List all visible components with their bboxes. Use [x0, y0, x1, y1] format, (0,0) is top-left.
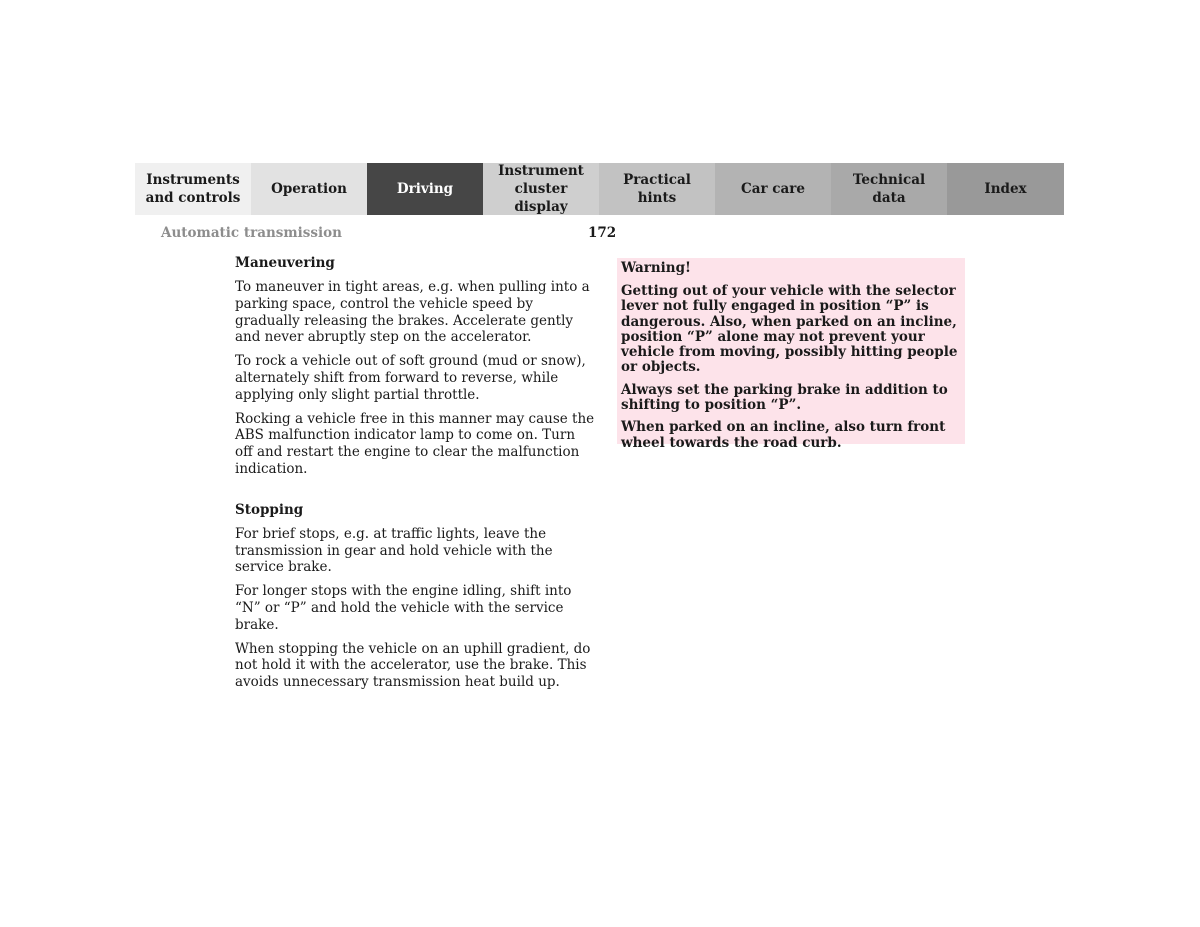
warning-paragraph: When parked on an incline, also turn front wheel towards the road curb.	[621, 419, 946, 451]
tab-technical-data[interactable]: Technical data	[831, 163, 947, 215]
warning-box	[617, 258, 965, 451]
main-text-column	[235, 255, 595, 698]
tab-instruments-and-controls[interactable]: Instruments and controls	[135, 163, 251, 215]
tab-operation[interactable]: Operation	[251, 163, 367, 215]
chapter-tab-bar	[135, 163, 1064, 215]
tab-index[interactable]: Index	[947, 163, 1064, 215]
page-number: 172	[588, 225, 617, 241]
stopping-paragraph: For longer stops with the engine idling, shift into “N” or “P” and hold the vehicle with the service brake.	[235, 583, 572, 633]
section-title: Automatic transmission	[161, 225, 342, 241]
warning-title: Warning!	[621, 260, 691, 276]
tab-instrument-cluster-display[interactable]: Instrument cluster display	[483, 163, 599, 215]
maneuvering-heading: Maneuvering	[235, 255, 335, 271]
stopping-paragraph: When stopping the vehicle on an uphill gradient, do not hold it with the accelerator, use the brake. This avoids unnecessary transmission heat build up.	[235, 640, 591, 691]
maneuvering-paragraph: To maneuver in tight areas, e.g. when pulling into a parking space, control the vehicle speed by gradually releasing the brakes. Accelerate gently and never abruptly step on the accelerator.	[235, 279, 590, 346]
stopping-heading: Stopping	[235, 501, 304, 518]
warning-paragraph: Getting out of your vehicle with the selector lever not fully engaged in position “P” is dangerous. Also, when parked on an incline, position “P” alone may not prevent your vehicle from moving, possibly hitting people or objects.	[621, 283, 958, 376]
warning-paragraph: Always set the parking brake in addition to shifting to position “P”.	[621, 381, 948, 414]
tab-practical-hints[interactable]: Practical hints	[599, 163, 715, 215]
maneuvering-paragraph: To rock a vehicle out of soft ground (mud or snow), alternately shift from forward to reverse, while applying only slight partial throttle.	[235, 353, 586, 403]
maneuvering-paragraph: Rocking a vehicle free in this manner may cause the ABS malfunction indicator lamp to come on. Turn off and restart the engine to clear the malfunction indication.	[235, 410, 595, 477]
tab-driving[interactable]: Driving	[367, 163, 483, 215]
stopping-paragraph: For brief stops, e.g. at traffic lights, leave the transmission in gear and hold vehicle with the service brake.	[235, 525, 553, 576]
tab-car-care[interactable]: Car care	[715, 163, 831, 215]
